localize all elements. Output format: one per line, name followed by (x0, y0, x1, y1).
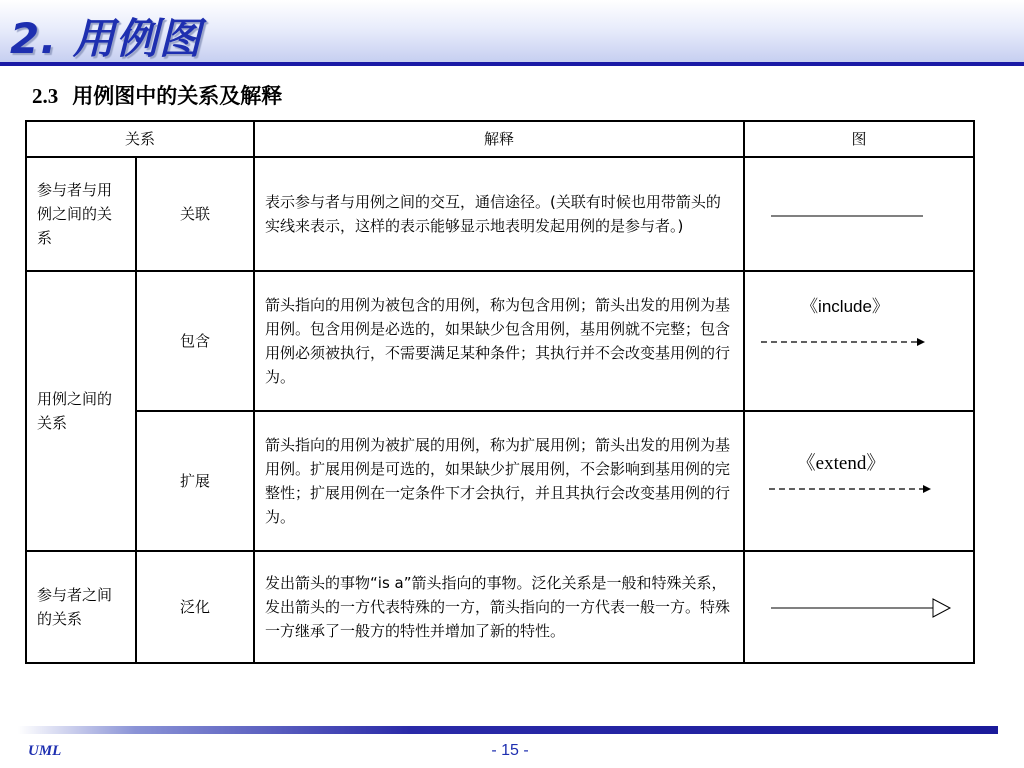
hollow-triangle-icon (933, 599, 950, 617)
slide-title: 2. 用例图 (10, 14, 202, 63)
association-figure (745, 159, 973, 269)
footer-label: UML (28, 743, 62, 759)
arrowhead-icon (917, 338, 925, 346)
table-header-row (26, 121, 974, 157)
extend-label: 《extend》 (796, 453, 886, 474)
include-figure (745, 273, 973, 409)
relations-table (25, 120, 975, 664)
section-heading (32, 80, 282, 110)
section-number: 2.3 (32, 84, 59, 108)
table-row (26, 551, 974, 663)
extend-figure (745, 413, 973, 549)
relation-name-cell: 关联 (136, 157, 254, 271)
relation-name-cell: 泛化 (136, 551, 254, 663)
generalization-figure (745, 553, 973, 661)
relation-name-cell: 扩展 (136, 411, 254, 551)
explanation-cell: 发出箭头的事物“is a”箭头指向的事物。泛化关系是一般和特殊关系，发出箭头的一方代表特殊的一方，箭头指向的一方代表一般一方。特殊一方继承了一般方的特性并增加了新的特性。 (254, 551, 744, 663)
page-number: - 15 - (491, 742, 529, 759)
explanation-cell: 箭头指向的用例为被包含的用例，称为包含用例；箭头出发的用例为基用例。包含用例是必选的，如果缺少包含用例，基用例就不完整；包含用例必须被执行，不需要满足某种条件；其执行并不会改变基用例的行为。 (254, 271, 744, 411)
section-title: 用例图中的关系及解释 (72, 84, 283, 108)
category-cell: 参与者之间的关系 (26, 551, 136, 663)
figure-cell (744, 411, 974, 551)
explanation-cell: 箭头指向的用例为被扩展的用例，称为扩展用例；箭头出发的用例为基用例。扩展用例是可选的，如果缺少扩展用例，不会影响到基用例的完整性；扩展用例在一定条件下才会执行，并且其执行会改变基用例的行为。 (254, 411, 744, 551)
relation-name-cell: 包含 (136, 271, 254, 411)
explanation-cell: 表示参与者与用例之间的交互，通信途径。(关联有时候也用带箭头的实线来表示，这样的表示能够显示地表明发起用例的是参与者。) (254, 157, 744, 271)
header-explanation: 解释 (254, 121, 744, 157)
figure-cell (744, 271, 974, 411)
arrowhead-icon (923, 485, 931, 493)
table-row (26, 157, 974, 271)
category-cell: 参与者与用例之间的关系 (26, 157, 136, 271)
table-row (26, 411, 974, 551)
category-cell: 用例之间的关系 (26, 271, 136, 551)
header-figure: 图 (744, 121, 974, 157)
include-label: 《include》 (801, 297, 889, 316)
table-row (26, 271, 974, 411)
header-relation: 关系 (26, 121, 254, 157)
figure-cell (744, 551, 974, 663)
footer-bar (18, 726, 998, 734)
figure-cell (744, 157, 974, 271)
